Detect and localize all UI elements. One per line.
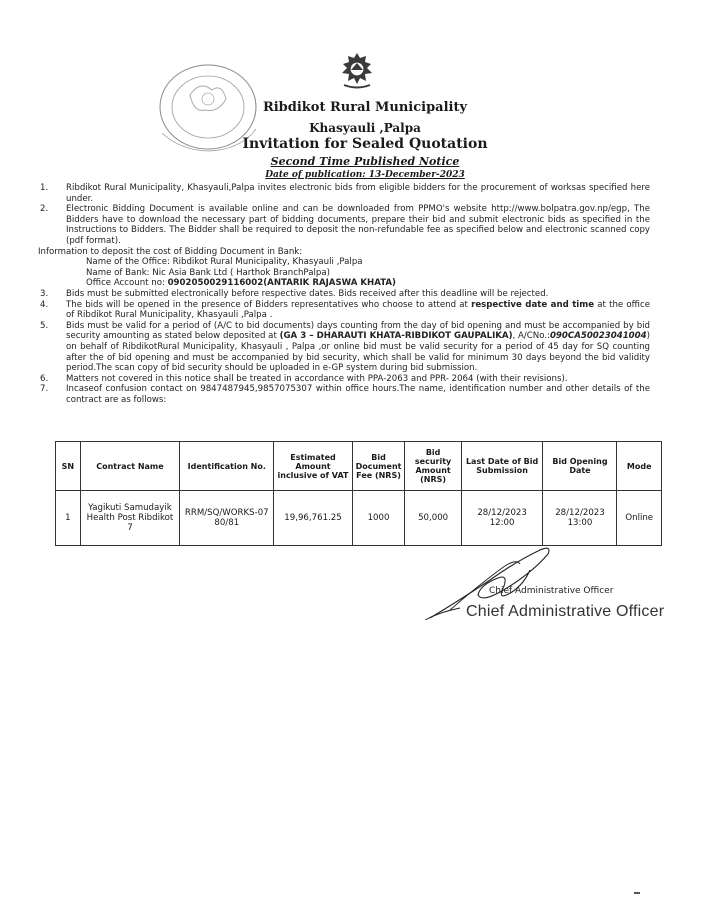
- bank-office: Name of the Office: Ribdikot Rural Municipality, Khasyauli ,Palpa: [86, 257, 363, 268]
- table-header: Bid Document Fee (NRS): [352, 442, 405, 491]
- scan-speck: [634, 892, 640, 894]
- notice-body: [38, 183, 650, 405]
- table-header: Last Date of Bid Submission: [461, 442, 543, 491]
- cell-mode: Online: [617, 491, 662, 546]
- list-item: 1. Ribdikot Rural Municipality, Khasyauli,Palpa invites electronic bids from eligible bidders for the procurement of worksas specified here under.: [40, 183, 650, 204]
- table-header: Identification No.: [180, 442, 274, 491]
- list-item: 6. Matters not covered in this notice shall be treated in accordance with PPA-2063 and PPR- 2064 (with their revisions).: [40, 373, 568, 384]
- list-item: 2. Electronic Bidding Document is available online and can be downloaded from PPMO's website http://www.bolpatra.gov.np/egp, The Bidders have to download the necessary part of bidding documents, prepare their bid and submit electronic bids as specified in the Instructions to Bidders. The Bidder shall be required to deposit the non-refundable fee as specified below and electronic scanned copy (pdf format).: [40, 204, 650, 246]
- table-row: [56, 491, 662, 546]
- cell-contract-name: Yagikuti Samudayik Health Post Ribdikot 7: [80, 491, 180, 546]
- table-header-row: [56, 442, 662, 491]
- bank-account: Office Account no: 0902050029116002(ANTARIK RAJASWA KHATA): [86, 278, 396, 289]
- cell-last-date: 28/12/2023 12:00: [461, 491, 543, 546]
- table-header: Bid security Amount (NRS): [405, 442, 461, 491]
- cell-document-fee: 1000: [352, 491, 405, 546]
- bank-name: Name of Bank: Nic Asia Bank Ltd ( Harthok BranchPalpa): [86, 267, 330, 278]
- signatory-stamp: Chief Administrative Officer: [466, 603, 665, 620]
- bank-info-intro: Information to deposit the cost of Bidding Document in Bank:: [38, 246, 303, 257]
- list-item: 5. Bids must be valid for a period of (A/C to bid documents) days counting from the day of bid opening and must be accompanied by bid security amounting as stated below deposited at (GA 3 – DHARAUTI KHATA-RIBDIKOT GAUPALIKA), A/CNo.:090CA50023041004) on behalf of RibdikotRural Municipality, Khasyauli , Palpa ,or online bid must be valid security for a period of 45 day for SQ counting after the of bid opening and must be accompanied by bid security, which shall be valid for minimum 30 days beyond the bid validity period.The scan copy of bid security should be uploaded in e-GP system during bid submission.: [40, 320, 650, 374]
- office-location: Khasyauli ,Palpa: [309, 121, 421, 135]
- page-title: Invitation for Sealed Quotation: [242, 136, 488, 152]
- nepal-emblem-icon: [336, 50, 378, 90]
- signatory-label: Chief Administrative Officer: [489, 586, 614, 596]
- table-header: Bid Opening Date: [543, 442, 617, 491]
- cell-estimated-amount: 19,96,761.25: [274, 491, 352, 546]
- contract-table: [55, 441, 662, 546]
- table-header: SN: [56, 442, 81, 491]
- office-name: Ribdikot Rural Municipality: [262, 100, 468, 115]
- table-header: Estimated Amount inclusive of VAT: [274, 442, 352, 491]
- table-header: Mode: [617, 442, 662, 491]
- cell-identification: RRM/SQ/WORKS-07 80/81: [180, 491, 274, 546]
- publication-date: Date of publication: 13-December-2023: [265, 170, 465, 180]
- cell-opening-date: 28/12/2023 13:00: [543, 491, 617, 546]
- list-item: 4. The bids will be opened in the presence of Bidders representatives who choose to attend at respective date and time at the office of Ribdikot Rural Municipality, Khasyauli ,Palpa .: [40, 299, 650, 321]
- notice-subtitle: Second Time Published Notice: [270, 155, 460, 168]
- cell-sn: 1: [56, 491, 81, 546]
- cell-bid-security: 50,000: [405, 491, 461, 546]
- table-header: Contract Name: [80, 442, 180, 491]
- list-item: 7. Incaseof confusion contact on 9847487945,9857075307 within office hours.The name, identification number and other details of the contract are as follows:: [40, 384, 650, 405]
- list-item: 3. Bids must be submitted electronically before respective dates. Bids received after this deadline will be rejected.: [40, 288, 549, 299]
